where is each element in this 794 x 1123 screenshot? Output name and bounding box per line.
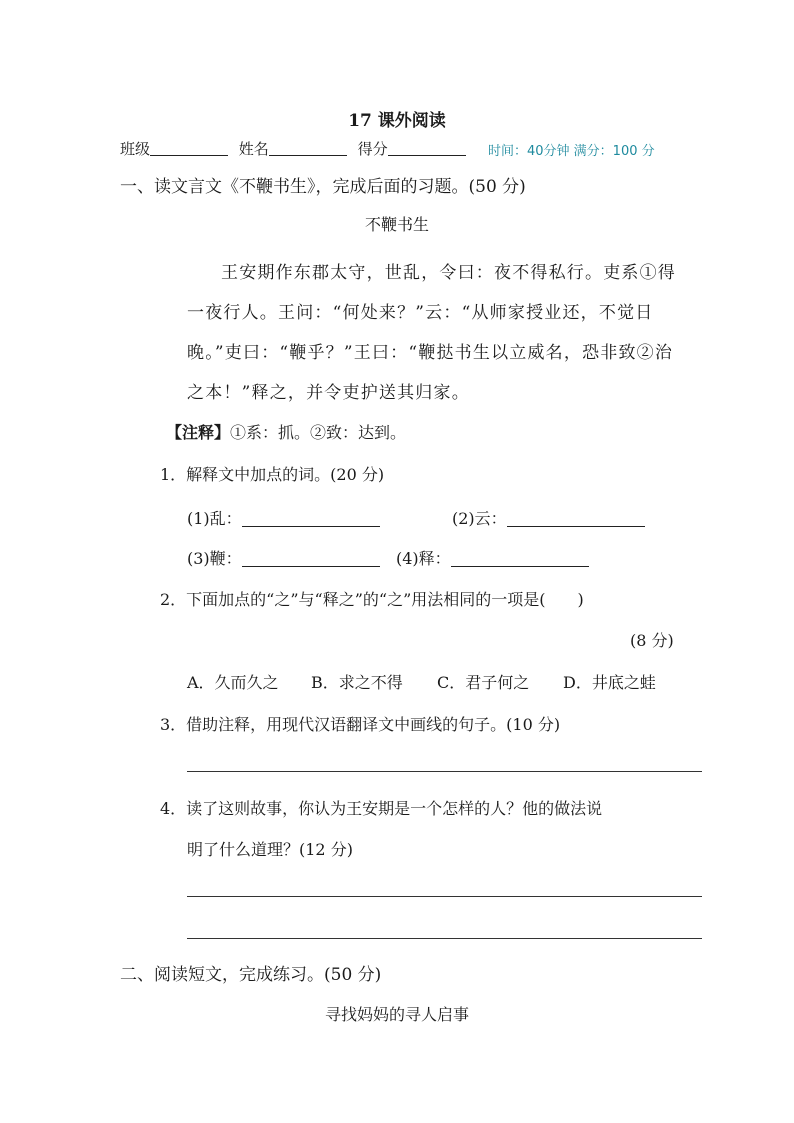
q1-answer-blank-2[interactable] <box>507 511 645 527</box>
question-1: 1．解释文中加点的词。(20 分) <box>160 465 385 484</box>
passage1-title: 不鞭书生 <box>364 215 429 234</box>
passage-text: 王安期作东郡太守，世乱，令曰：夜不得私行。吏系①得一夜行人。王问：“何处来？”云：“从师家授业还，不觉日晚。”吏曰：“鞭乎？”王曰：“鞭挞书生以立威名，恐非致②治之本！”释之，并令吏护送其归家。 <box>187 263 676 403</box>
q1-answer-blank-4[interactable] <box>451 551 589 567</box>
annotation <box>166 420 406 443</box>
q1-item-3 <box>187 546 380 569</box>
student-info-row <box>120 138 466 159</box>
q1-item-4 <box>396 546 589 569</box>
question-3: 3．借助注释，用现代汉语翻译文中画线的句子。(10 分) <box>160 715 561 734</box>
annotation-label: 【注释】 <box>166 423 231 442</box>
q1-answer-blank-1[interactable] <box>242 511 380 527</box>
q1-answer-blank-3[interactable] <box>242 551 380 567</box>
q1-item-2 <box>452 506 645 529</box>
class-field[interactable] <box>150 141 228 156</box>
section2-heading: 二、阅读短文，完成练习。(50 分) <box>120 965 382 985</box>
score-field[interactable] <box>388 141 466 156</box>
q1-item-4-label: (4)释： <box>396 549 451 568</box>
score-label: 得分 <box>357 140 388 158</box>
class-label: 班级 <box>120 140 151 158</box>
q3-answer-line[interactable] <box>187 771 702 772</box>
page-title: 17 课外阅读 <box>348 111 446 131</box>
passage2-title: 寻找妈妈的寻人启事 <box>324 1005 469 1024</box>
q1-item-3-label: (3)鞭： <box>187 549 242 568</box>
question-4-line2: 明了什么道理？(12 分) <box>187 840 353 859</box>
annotation-text: ①系：抓。②致：达到。 <box>230 423 407 442</box>
q2-points: (8 分) <box>630 631 674 650</box>
name-label: 姓名 <box>238 140 269 158</box>
q4-answer-line-2[interactable] <box>187 938 702 939</box>
question-2: 2．下面加点的“之”与“释之”的“之”用法相同的一项是( ) <box>160 590 584 609</box>
question-4-line1: 4．读了这则故事，你认为王安期是一个怎样的人？他的做法说 <box>160 799 603 818</box>
section1-heading: 一、读文言文《不鞭书生》，完成后面的习题。(50 分) <box>120 177 526 197</box>
q2-option-d[interactable]: D．井底之蛙 <box>563 673 656 692</box>
q1-item-2-label: (2)云： <box>452 509 507 528</box>
time-score-info: 时间：40分钟 满分：100 分 <box>488 144 655 159</box>
q2-option-b[interactable]: B．求之不得 <box>311 673 403 692</box>
q1-item-1 <box>187 506 380 529</box>
q2-option-a[interactable]: A．久而久之 <box>187 673 279 692</box>
q2-option-c[interactable]: C．君子何之 <box>437 673 530 692</box>
q1-item-1-label: (1)乱： <box>187 509 242 528</box>
name-field[interactable] <box>269 141 347 156</box>
q4-answer-line-1[interactable] <box>187 896 702 897</box>
classical-passage <box>187 253 677 413</box>
